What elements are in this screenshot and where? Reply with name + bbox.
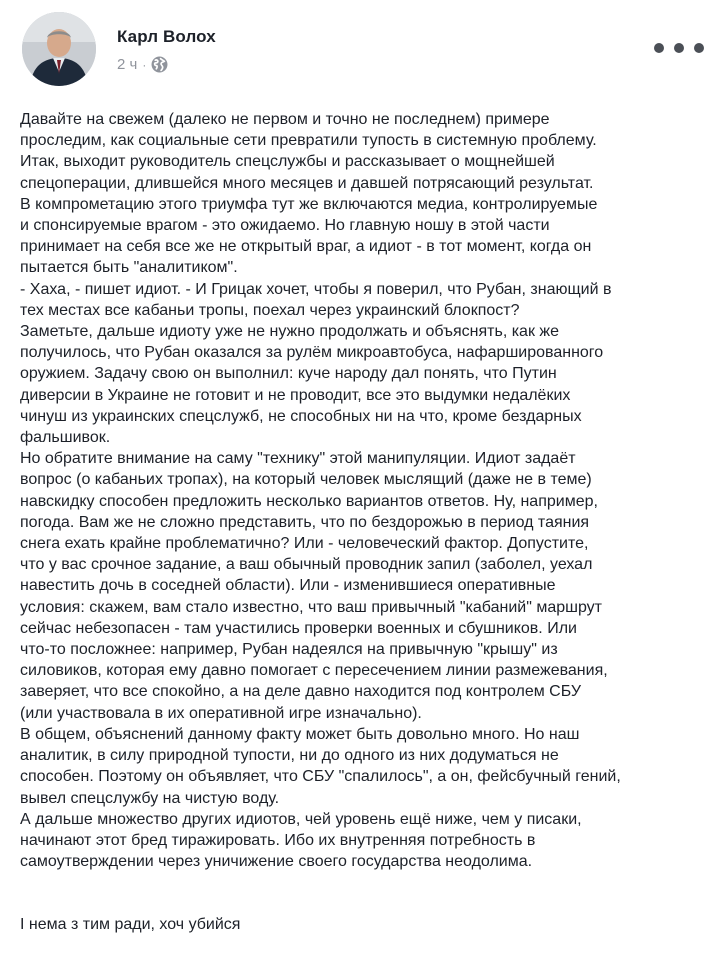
more-options-icon[interactable] <box>654 36 704 60</box>
post-closing-line: І нема з тим ради, хоч убийся <box>20 916 241 933</box>
post-text: Давайте на свежем (далеко не первом и точно не последнем) примере проследим, как социальные сети превратили тупость в системную проблему. Итак, выходит руководитель спецслужбы и рассказывает о мощнейшей спецоперации, длившейся много месяцев и давшей потрясающий результат. В компрометацию этого триумфа тут же включаются медиа, контролируемые и спонсируемые врагом - это ожидаемо. Но главную ношу в этой части принимает на себя все же не открытый враг, а идиот - в тот момент, когда он пытается быть "аналитиком". - Хаха, - пишет идиот. - И Грицак хочет, чтобы я поверил, что Рубан, знающий в тех местах все кабаньи тропы, поехал через украинский блокпост? Заметьте, дальше идиоту уже не нужно продолжать и объяснять, как же получилось, что Рубан оказался за рулём микроавтобуса, нафаршированного оружием. Задачу свою он выполнил: куче народу дал понять, что Путин диверсии в Украине не готовит и не проводит, все это выдумки недалёких чинуш из украинских спецслужб, не способных ни на что, кроме бездарных фальшивок. Но обратите внимание на саму "технику" этой манипуляции. Идиот задаёт вопрос (о кабаньих тропах), на который человек мыслящий (даже не в теме) навскидку способен предложить несколько вариантов ответов. Ну, например, погода. Вам же не сложно представить, что по бездорожью в период таяния снега ехать крайне проблематично? Или - человеческий фактор. Допустите, что у вас срочное задание, а ваш обычный проводник запил (заболел, уехал навестить дочь в соседней области). Или - изменившиеся оперативные условия: скажем, вам стало известно, что ваш привычный "кабаний" маршрут сейчас небезопасен - там участились проверки военных и сбушников. Или что-то посложнее: например, Рубан надеялся на привычную "крышу" из силовиков, которая ему давно помогает с пересечением линии размежевания, заверяет, что все спокойно, а на деле давно находится под контролем СБУ (или участвовала в их оперативной игре изначально). В общем, объяснений данному факту может быть довольно много. Но наш аналитик, в силу природной тупости, ни до одного из них додуматься не способен. Поэтому он объявляет, что СБУ "спалилось", а он, фейсбучный гений, вывел спецслужбу на чистую воду. А дальше множество других идиотов, чей уровень ещё ниже, чем у писаки, начинают этот бред тиражировать. Ибо их внутренняя потребность в самоутверждении через уничижение своего государства неодолима. <box>20 111 621 871</box>
more-dot <box>694 43 704 53</box>
avatar[interactable] <box>22 12 96 86</box>
globe-icon[interactable] <box>151 56 168 73</box>
more-dot <box>674 43 684 53</box>
avatar-photo <box>22 12 96 86</box>
more-dot <box>654 43 664 53</box>
post-header <box>0 0 720 100</box>
post-body <box>20 109 710 872</box>
post-meta <box>117 56 168 73</box>
post-timestamp[interactable]: 2 ч <box>117 56 138 73</box>
meta-separator: · <box>142 57 147 72</box>
author-name[interactable]: Карл Волох <box>117 27 216 46</box>
